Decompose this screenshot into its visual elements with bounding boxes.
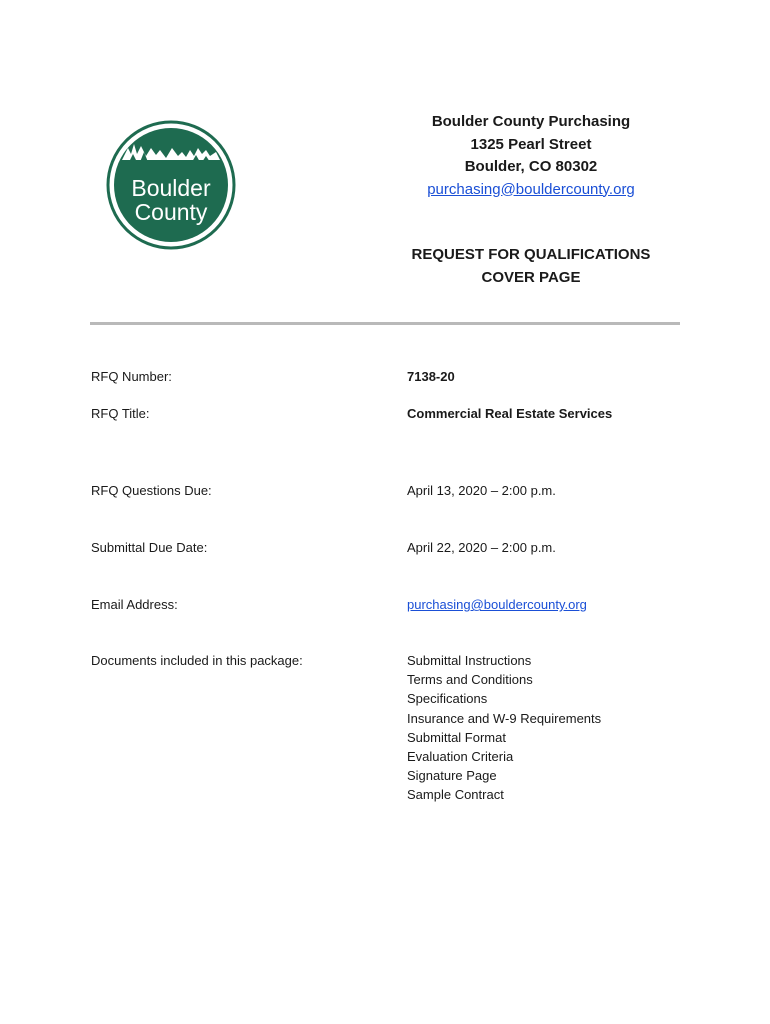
email-address-label: Email Address:	[91, 597, 178, 612]
horizontal-divider	[90, 322, 680, 325]
city-state-zip: Boulder, CO 80302	[464, 158, 598, 175]
questions-due-label: RFQ Questions Due:	[91, 483, 212, 498]
submittal-due-label: Submittal Due Date:	[91, 540, 208, 555]
document-title	[386, 244, 676, 289]
questions-due-value: April 13, 2020 – 2:00 p.m.	[407, 483, 556, 498]
list-item: Evaluation Criteria	[407, 749, 514, 765]
logo-text-line1: Boulder	[131, 175, 211, 201]
submittal-due-value: April 22, 2020 – 2:00 p.m.	[407, 540, 556, 555]
title-line-2: COVER PAGE	[481, 268, 581, 286]
list-item: Sample Contract	[407, 787, 504, 803]
documents-included-label: Documents included in this package:	[91, 653, 303, 668]
list-item: Submittal Instructions	[407, 653, 532, 668]
logo-text-line2: County	[134, 199, 208, 225]
list-item: Terms and Conditions	[407, 672, 533, 688]
rfq-title-value: Commercial Real Estate Services	[407, 406, 613, 421]
email-address-link[interactable]: purchasing@bouldercounty.org	[407, 597, 587, 612]
documents-list	[407, 651, 601, 805]
logo-graphic	[96, 110, 246, 260]
list-item: Insurance and W-9 Requirements	[407, 710, 602, 726]
purchasing-address-block	[386, 111, 676, 201]
header-email-link[interactable]: purchasing@bouldercounty.org	[427, 180, 635, 198]
list-item: Submittal Format	[407, 729, 506, 745]
street-address: 1325 Pearl Street	[470, 135, 592, 153]
org-name: Boulder County Purchasing	[431, 113, 631, 130]
rfq-number-value: 7138-20	[407, 369, 455, 384]
title-line-1: REQUEST FOR QUALIFICATIONS	[411, 246, 651, 263]
list-item: Signature Page	[407, 768, 497, 784]
list-item: Specifications	[407, 691, 488, 707]
boulder-county-logo	[96, 110, 246, 260]
rfq-title-label: RFQ Title:	[91, 406, 150, 421]
rfq-number-label: RFQ Number:	[91, 369, 172, 384]
